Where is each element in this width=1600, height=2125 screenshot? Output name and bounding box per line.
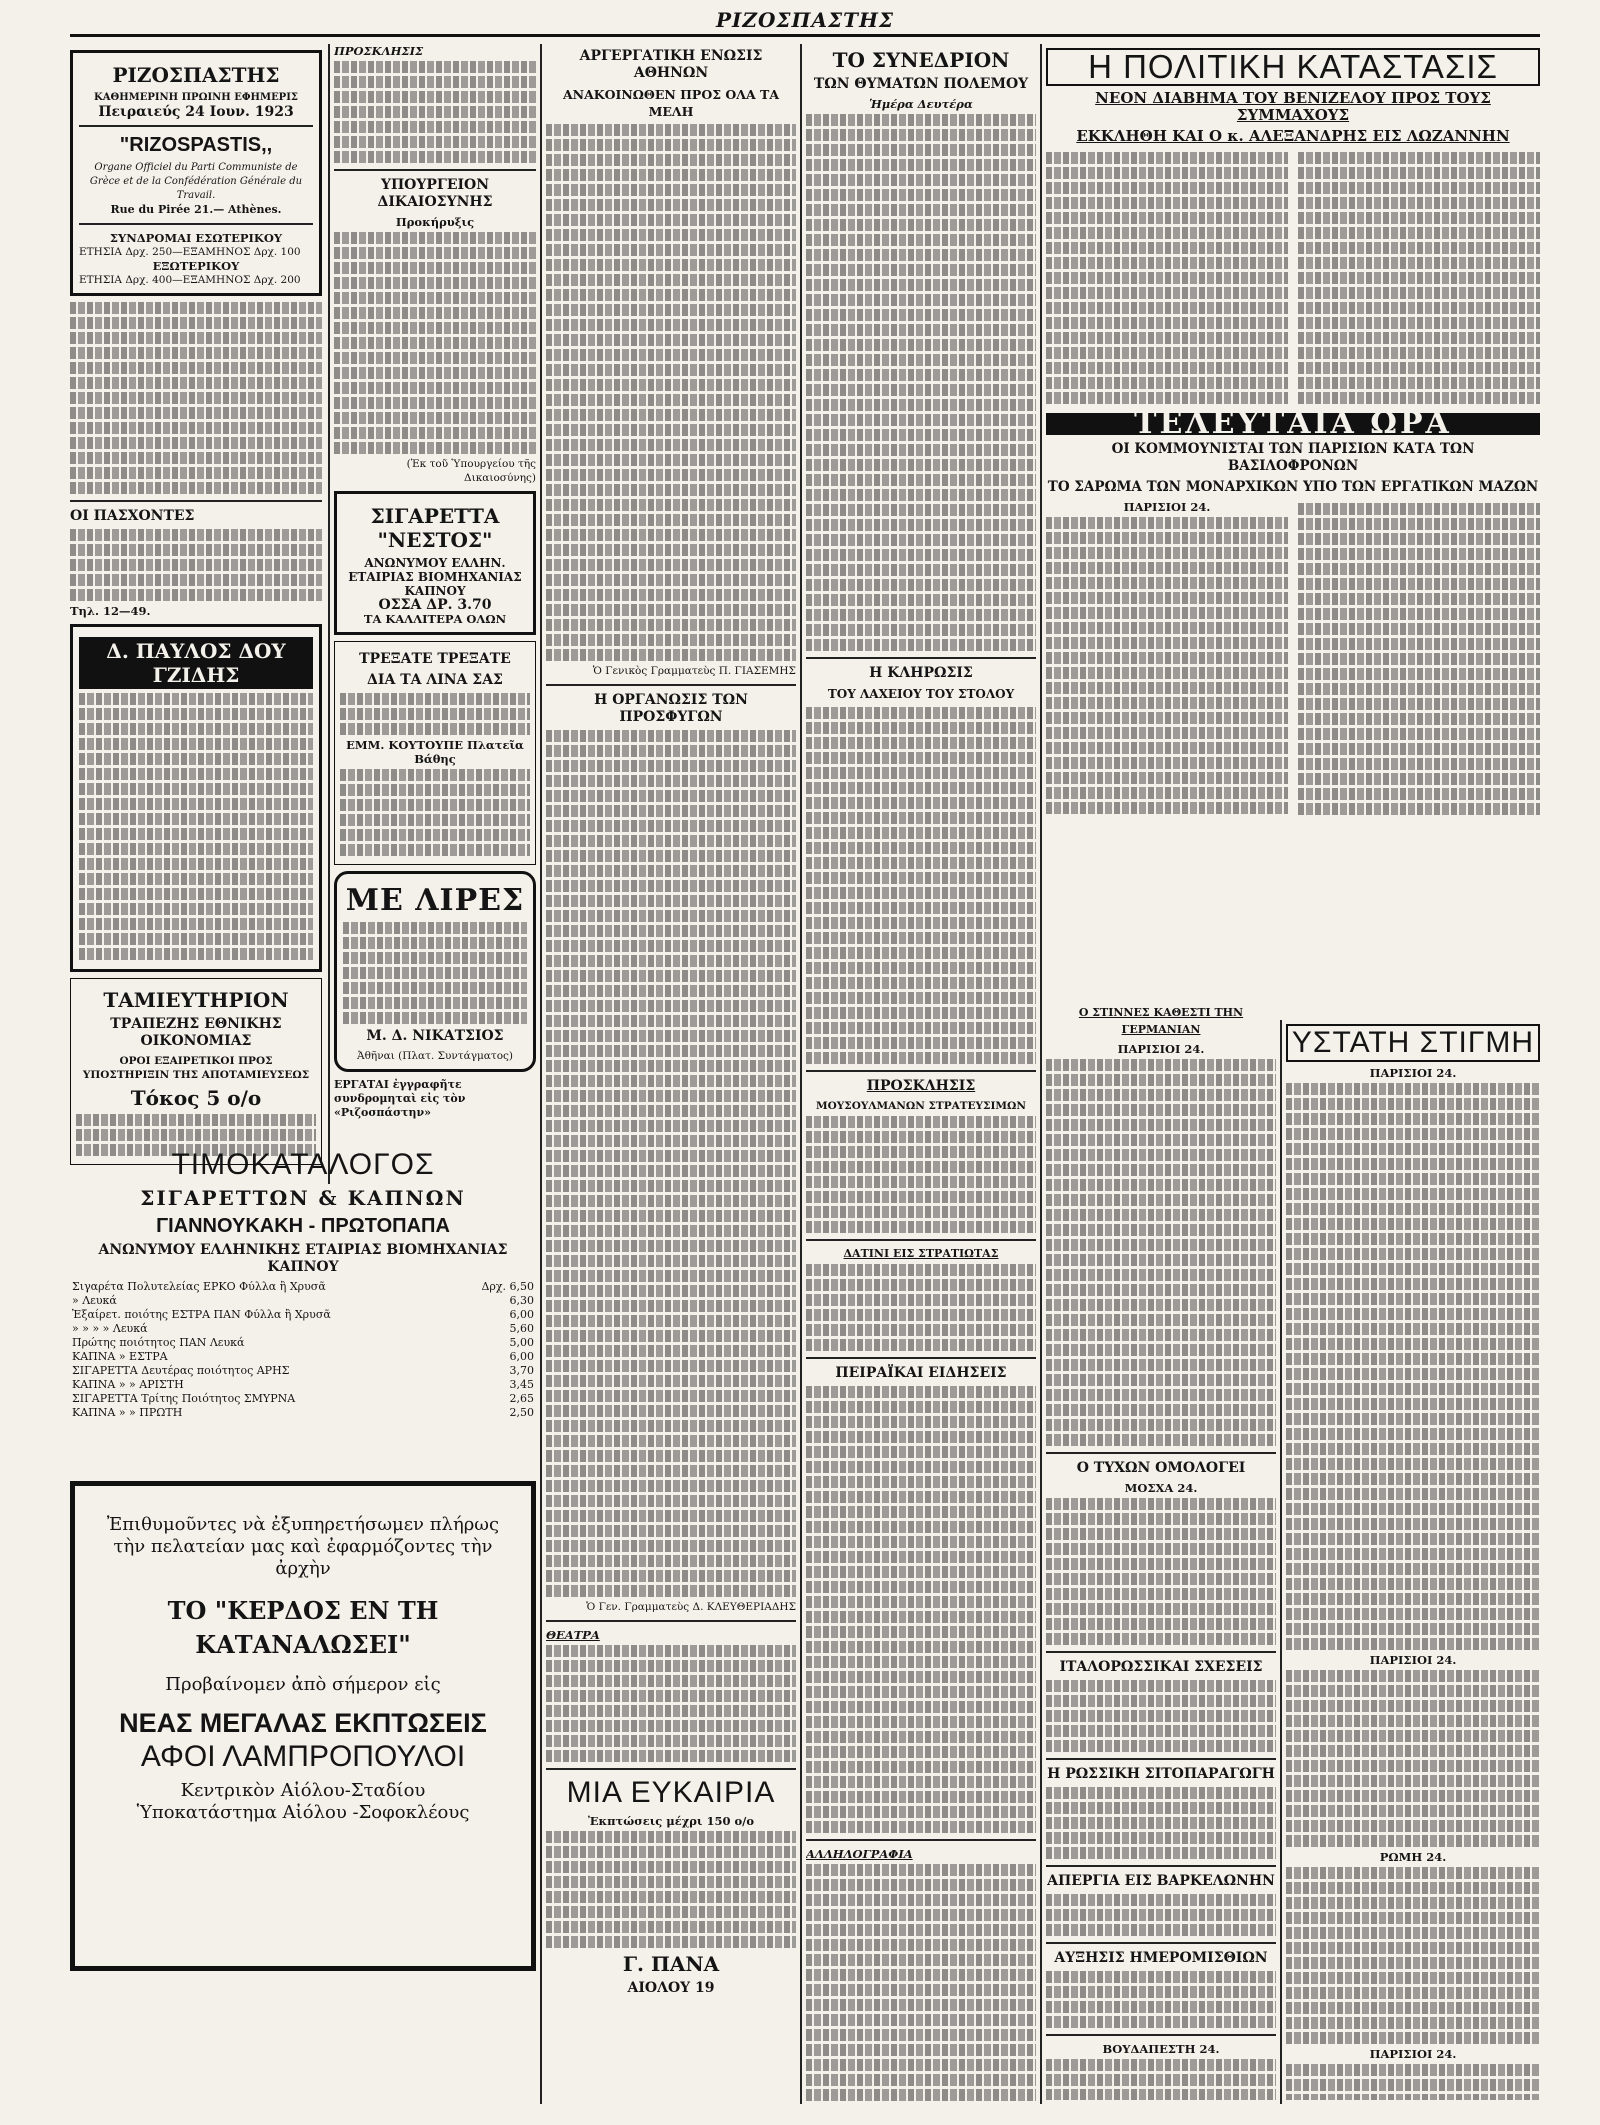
catalog-item-price: 5,00: [509, 1336, 534, 1349]
paper-date: Πειραιεύς 24 Ιουν. 1923: [98, 104, 294, 120]
politics-subheading-2: ΕΚΚΛΗΘΗ ΚΑΙ Ο κ. ΑΛΕΞΑΝΔΡΗΣ ΕΙΣ ΛΩΖΑΝΝΗΝ: [1076, 127, 1510, 145]
linen-shop: ΕΜΜ. ΚΟΥΤΟΥΠΕ Πλατεῖα Βάθης: [346, 738, 524, 766]
chance-address: ΑΙΟΛΟΥ 19: [627, 1980, 715, 1996]
suffer-heading: ΟΙ ΠΑΣΧΟΝΤΕΣ: [70, 508, 195, 524]
catalog-row: [70, 1308, 536, 1322]
column-rule: [800, 44, 802, 2104]
lires-merchant: Μ. Δ. ΝΙΚΑΤΣΙΟΣ: [366, 1028, 504, 1044]
catalog-company: ΑΝΩΝΥΜΟΥ ΕΛΛΗΝΙΚΗΣ ΕΤΑΙΡΙΑΣ ΒΙΟΜΗΧΑΝΙΑΣ ΚΑΠΝΟΥ: [98, 1242, 508, 1275]
theatre-heading: ΘΕΑΤΡΑ: [546, 1628, 600, 1642]
catalog-item-name: ΚΑΠΝΑ » » ΠΡΩΤΗ: [72, 1406, 183, 1419]
catalog-row: [70, 1336, 536, 1350]
rome-dateline: ΡΩΜΗ 24.: [1379, 1850, 1447, 1864]
column-6: [1286, 1020, 1540, 2100]
catalog-item-name: » » » » Λευκά: [72, 1322, 148, 1335]
lambropoulos-line2: Προβαίνομεν ἀπὸ σήμερον εἰς: [165, 1674, 441, 1695]
nestos-company: ΑΝΩΝΥΜΟΥ ΕΛΛΗΝ. ΕΤΑΙΡΙΑΣ ΒΙΟΜΗΧΑΝΙΑΣ ΚΑΠΝΟΥ: [348, 556, 522, 598]
catalog-row: [70, 1364, 536, 1378]
nestos-price: ΟΣΣΑ ΔΡ. 3.70: [378, 597, 492, 613]
catalog-item-name: Πρώτης ποιότητος ΠΑΝ Λευκά: [72, 1336, 245, 1349]
catalog-item-name: Ἐξαίρετ. ποιότης ΕΣΤΡΑ ΠΑΝ Φύλλα ἢ Χρυσᾶ: [72, 1308, 331, 1321]
lambropoulos-box: [70, 1481, 536, 1971]
congress-heading: ΤΟ ΣΥΝΕΔΡΙΟΝ: [832, 48, 1010, 72]
column-4: [806, 44, 1036, 2104]
paper-subtitle: ΚΑΘΗΜΕΡΙΝΗ ΠΡΩΙΝΗ ΕΦΗΜΕΡΙΣ: [94, 92, 298, 103]
column-rule: [1280, 1020, 1282, 2104]
catalog-item-name: ΚΑΠΝΑ » » ΑΡΙΣΤΗ: [72, 1378, 184, 1391]
refugees-heading: Η ΟΡΓΑΝΩΣΙΣ ΤΩΝ ΠΡΟΣΦΥΓΩΝ: [594, 692, 748, 725]
trotsky-heading: Ο ΤΥΧΩΝ ΟΜΟΛΟΓΕΙ: [1076, 1460, 1246, 1476]
paper-latin-sub: Organe Officiel du Parti Communiste de Grèce et de la Confédération Générale du Travail.: [89, 162, 303, 201]
linen-heading: ΤΡΕΞΑΤΕ ΤΡΕΞΑΤΕ: [359, 651, 511, 667]
catalog-row: [70, 1392, 536, 1406]
invite-heading: ΠΡΟΣΚΛΗΣΙΣ: [866, 1078, 976, 1094]
politics-subheading-1: ΝΕΟΝ ΔΙΑΒΗΜΑ ΤΟΥ ΒΕΝΙΖΕΛΟΥ ΠΡΟΣ ΤΟΥΣ ΣΥΜΜΑΧΟΥΣ: [1095, 89, 1491, 124]
trotsky-dateline: ΜΟΣΧΑ 24.: [1124, 1481, 1198, 1495]
catalog-item-price: 2,50: [509, 1406, 534, 1419]
doctor-name: Δ. ΠΑΥΛΟΣ ΔΟΥ ΓΖΙΔΗΣ: [79, 637, 313, 689]
catalog-item-price: 5,60: [509, 1322, 534, 1335]
paris-dateline-2: ΠΑΡΙΣΙΟΙ 24.: [1369, 1653, 1457, 1667]
catalog-price-table: [70, 1280, 536, 1420]
bank-ad: [70, 978, 322, 1165]
bank-terms: ΟΡΟΙ ΕΞΑΙΡΕΤΙΚΟΙ ΠΡΟΣ ΥΠΟΣΤΗΡΙΞΙΝ ΤΗΣ ΑΠΟΤΑΜΙΕΥΣΕΩΣ: [82, 1055, 310, 1081]
refugees-sign: Ὁ Γεν. Γραμματεὺς Δ. ΚΛΕΥΘΕΡΙΑΔΗΣ: [586, 1601, 796, 1613]
catalog-item-price: 6,30: [509, 1294, 534, 1307]
column-2: [334, 44, 536, 1174]
invite-subheading: ΜΟΥΣΟΥΛΜΑΝΩΝ ΣΤΡΑΤΕΥΣΙΜΩΝ: [816, 1100, 1026, 1112]
catalog-row: [70, 1378, 536, 1392]
lambropoulos-ad: [70, 1475, 536, 1995]
workers-subscribe: ΕΡΓΑΤΑΙ ἐγγραφῆτε συνδρομηταὶ εἰς τὸν «Ριζοσπάστην»: [334, 1078, 466, 1119]
catalog-row: [70, 1406, 536, 1420]
budapest-dateline: ΒΟΥΔΑΠΕΣΤΗ 24.: [1102, 2042, 1220, 2056]
catalog-item-name: ΣΙΓΑΡΕΤΤΑ Δευτέρας ποιότητος ΑΡΗΣ: [72, 1364, 290, 1377]
catalog-row: [70, 1294, 536, 1308]
paris-dateline: ΠΑΡΙΣΙΟΙ 24.: [1123, 500, 1211, 514]
lambropoulos-slogan: ΤΟ "ΚΕΡΔΟΣ ΕΝ ΤΗ ΚΑΤΑΝΑΛΩΣΕΙ": [167, 1596, 439, 1659]
subs-heading: ΣΥΝΔΡΟΜΑΙ ΕΣΩΤΕΡΙΚΟΥ: [109, 231, 283, 245]
grain-heading: Η ΡΩΣΣΙΚΗ ΣΙΤΟΠΑΡΑΓΩΓΗ: [1047, 1766, 1275, 1782]
wages-heading: ΑΥΞΗΣΙΣ ΗΜΕΡΟΜΙΣΘΙΩΝ: [1054, 1950, 1268, 1966]
final-dateline: ΠΑΡΙΣΙΟΙ 24.: [1369, 1066, 1457, 1080]
lambropoulos-firm: ΑΦΟΙ ΛΑΜΠΡΟΠΟΥΛΟΙ: [140, 1740, 466, 1773]
union-heading: ΑΡΓΕΡΓΑΤΙΚΗ ΕΝΩΣΙΣ ΑΘΗΝΩΝ: [579, 48, 763, 81]
bank-interest: Τόκος 5 ο/ο: [130, 1086, 262, 1110]
catalog-title: ΤΙΜΟΚΑΤΑΛΟΓΟΣ: [171, 1148, 435, 1181]
subs-abroad-heading: ΕΞΩΤΕΡΙΚΟΥ: [152, 259, 240, 273]
catalog-item-name: » Λευκά: [72, 1294, 117, 1307]
column-rule: [540, 44, 542, 2104]
congress-subheading: ΤΩΝ ΘΥΜΑΤΩΝ ΠΟΛΕΜΟΥ: [813, 76, 1029, 92]
notice-heading: ΠΡΟΣΚΛΗΣΙΣ: [334, 44, 424, 58]
column-1: [70, 44, 322, 1174]
final-moment-heading: ΥΣΤΑΤΗ ΣΤΙΓΜΗ: [1286, 1024, 1540, 1062]
lires-ad: [334, 871, 536, 1072]
catalog-item-name: ΣΙΓΑΡΕΤΤΑ Τρίτης Ποιότητος ΣΜΥΡΝΑ: [72, 1392, 296, 1405]
column-5: [1046, 1000, 1276, 2100]
subs-domestic: ΕΤΗΣΙΑ Δρχ. 250—ΕΞΑΜΗΝΟΣ Δρχ. 100: [79, 246, 301, 258]
lires-city: Ἀθῆναι (Πλατ. Συντάγματος): [357, 1050, 513, 1062]
catalog-item-name: Σιγαρέτα Πολυτελείας ΕΡΚΟ Φύλλα ἢ Χρυσᾶ: [72, 1280, 326, 1293]
paris-dateline-3: ΠΑΡΙΣΙΟΙ 24.: [1369, 2047, 1457, 2061]
catalog-item-price: 3,70: [509, 1364, 534, 1377]
stinnes-dateline: ΠΑΡΙΣΙΟΙ 24.: [1117, 1042, 1205, 1056]
column-rule: [328, 44, 330, 1184]
congress-day: Ἡμέρα Δευτέρα: [869, 97, 973, 111]
paris-heading: ΟΙ ΚΟΜΜΟΥΝΙΣΤΑΙ ΤΩΝ ΠΑΡΙΣΙΩΝ ΚΑΤΑ ΤΩΝ ΒΑΣΙΛΟΦΡΟΝΩΝ: [1111, 441, 1475, 474]
chance-shop: Γ. ΠΑΝΑ: [622, 1952, 720, 1976]
paris-subheading: ΤΟ ΣΑΡΩΜΑ ΤΩΝ ΜΟΝΑΡΧΙΚΩΝ ΥΠΟ ΤΩΝ ΕΡΓΑΤΙΚΩΝ ΜΑΖΩΝ: [1047, 479, 1539, 495]
catalog-subtitle: ΣΙΓΑΡΕΤΤΩΝ & ΚΑΠΝΩΝ: [140, 1186, 466, 1210]
nestos-cigarette-ad: [334, 491, 536, 635]
paper-title: ΡΙΖΟΣΠΑΣΤΗΣ: [112, 63, 280, 87]
stinnes-heading: Ο ΣΤΙΝΝΕΣ ΚΑΘΕΣΤΙ ΤΗΝ ΓΕΡΜΑΝΙΑΝ: [1078, 1006, 1244, 1036]
ministry-subheading: Προκήρυξις: [395, 215, 475, 229]
masthead: ΡΙΖΟΣΠΑΣΤΗΣ: [70, 8, 1540, 37]
catalog-item-price: 2,65: [509, 1392, 534, 1405]
doctor-ad: [70, 624, 322, 972]
bank-subheading: ΤΡΑΠΕΖΗΣ ΕΘΝΙΚΗΣ ΟΙΚΟΝΟΜΙΑΣ: [110, 1016, 282, 1049]
italo-heading: ΙΤΑΛΟΡΩΣΣΙΚΑΙ ΣΧΕΣΕΙΣ: [1059, 1659, 1263, 1675]
subs-abroad: ΕΤΗΣΙΑ Δρχ. 400—ΕΞΑΜΗΝΟΣ Δρχ. 200: [79, 274, 301, 286]
nestos-tagline: ΤΑ ΚΑΛΛΙΤΕΡΑ ΟΛΩΝ: [363, 612, 507, 626]
linen-ad: [334, 641, 536, 865]
catalog-row: [70, 1322, 536, 1336]
catalog-item-price: 6,00: [509, 1308, 534, 1321]
catalog-row: [70, 1280, 536, 1294]
lambropoulos-store1: Κεντρικὸν Αἰόλου-Σταδίου: [180, 1780, 426, 1801]
column-3: [546, 44, 796, 2104]
lambropoulos-offer: ΝΕΑΣ ΜΕΓΑΛΑΣ ΕΚΠΤΩΣΕΙΣ: [119, 1708, 487, 1738]
piraeus-heading: ΠΕΙΡΑΪΚΑΙ ΕΙΔΗΣΕΙΣ: [835, 1365, 1007, 1381]
column-rule: [1040, 44, 1042, 2104]
chance-heading: ΜΙΑ ΕΥΚΑΙΡΙΑ: [566, 1776, 776, 1809]
letters-heading: ΑΛΛΗΛΟΓΡΑΦΙΑ: [806, 1847, 913, 1861]
catalog-item-price: Δρχ. 6,50: [481, 1280, 534, 1293]
lambropoulos-store2: Ὑποκατάστημα Αἰόλου -Σοφοκλέους: [136, 1802, 470, 1823]
paper-latin-title: "RIZOSPASTIS,,: [119, 134, 273, 156]
lambropoulos-intro: Ἐπιθυμοῦντες νὰ ἐξυπηρετήσωμεν πλήρως τὴν πελατείαν μας καὶ ἐφαρμόζοντες τὴν ἀρχὴν: [106, 1514, 500, 1579]
politics-heading: Η ΠΟΛΙΤΙΚΗ ΚΑΤΑΣΤΑΣΙΣ: [1046, 48, 1540, 86]
chance-discount: Ἐκπτώσεις μέχρι 150 ο/ο: [587, 1814, 755, 1828]
last-hour-banner: ΤΕΛΕΥΤΑΙΑ ΩΡΑ: [1046, 413, 1540, 435]
price-catalog-ad: [70, 1144, 536, 1464]
ministry-sign: (Ἐκ τοῦ Ὑπουργείου τῆς Δικαιοσύνης): [406, 458, 536, 484]
army-heading: ΔΑΤΙΝΙ ΕΙΣ ΣΤΡΑΤΙΩΤΑΣ: [843, 1247, 999, 1260]
catalog-maker: ΓΙΑΝΝΟΥΚΑΚΗ - ΠΡΩΤΟΠΑΠΑ: [156, 1215, 450, 1237]
bank-heading: ΤΑΜΙΕΥΤΗΡΙΟΝ: [103, 988, 289, 1012]
ministry-heading: ΥΠΟΥΡΓΕΙΟΝ ΔΙΚΑΙΟΣΥΝΗΣ: [377, 177, 493, 210]
lires-heading: ΜΕ ΛΙΡΕΣ: [345, 883, 525, 918]
union-subheading: ΑΝΑΚΟΙΝΩΘΕΝ ΠΡΟΣ ΟΛΑ ΤΑ ΜΕΛΗ: [562, 87, 780, 119]
catalog-item-price: 6,00: [509, 1350, 534, 1363]
lottery-subheading: ΤΟΥ ΛΑΧΕΙΟΥ ΤΟΥ ΣΤΟΛΟΥ: [827, 687, 1015, 701]
catalog-item-price: 3,45: [509, 1378, 534, 1391]
catalog-row: [70, 1350, 536, 1364]
politics-section: [1046, 44, 1540, 1020]
strike-heading: ΑΠΕΡΓΙΑ ΕΙΣ ΒΑΡΚΕΛΩΝΗΝ: [1047, 1873, 1275, 1889]
catalog-item-name: ΚΑΠΝΑ » ΕΣΤΡΑ: [72, 1350, 168, 1363]
nestos-heading: ΣΙΓΑΡΕΤΤΑ "ΝΕΣΤΟΣ": [370, 504, 500, 552]
lottery-heading: Η ΚΛΗΡΩΣΙΣ: [869, 665, 973, 681]
paper-address: Rue du Pirée 21.— Athènes.: [110, 203, 282, 216]
paper-info-box: [70, 50, 322, 296]
suffer-telephone: Τηλ. 12—49.: [70, 604, 151, 618]
linen-subheading: ΔΙΑ ΤΑ ΛΙΝΑ ΣΑΣ: [367, 672, 503, 688]
union-sign: Ὁ Γενικὸς Γραμματεὺς Π. ΓΙΑΣΕΜΗΣ: [592, 665, 796, 677]
